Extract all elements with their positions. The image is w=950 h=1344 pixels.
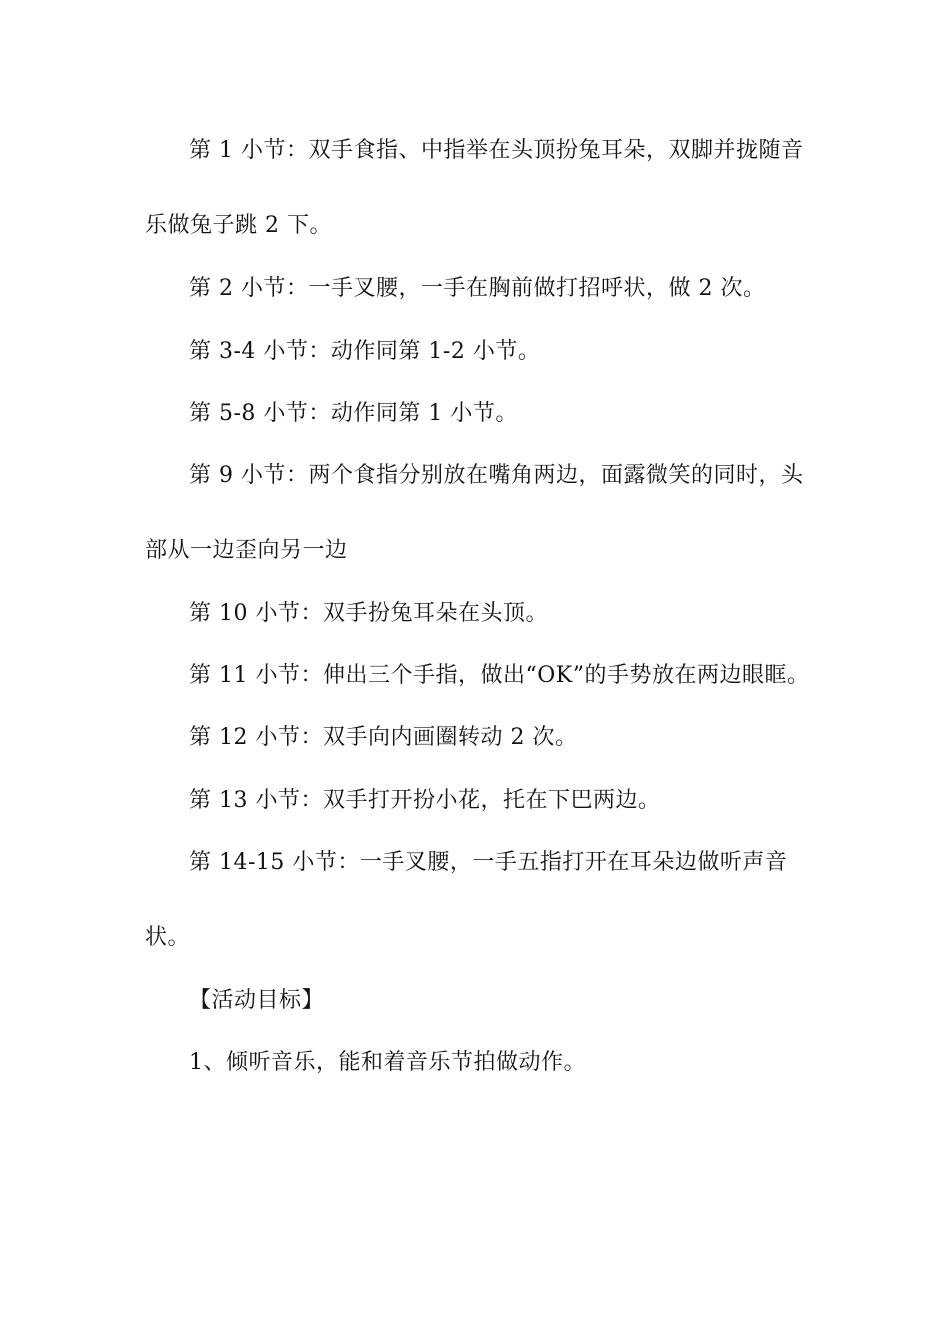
paragraph-line: 第 12 小节：双手向内画圈转动 2 次。 bbox=[189, 725, 578, 750]
paragraph-line: 状。 bbox=[145, 925, 191, 950]
paragraph-line: 第 10 小节：双手扮兔耳朵在头顶。 bbox=[189, 601, 548, 626]
paragraph-line: 第 13 小节：双手打开扮小花，托在下巴两边。 bbox=[189, 788, 661, 813]
paragraph-line: 第 9 小节：两个食指分别放在嘴角两边，面露微笑的同时，头 bbox=[189, 463, 804, 488]
paragraph-line: 第 11 小节：伸出三个手指，做出“OK”的手势放在两边眼眶。 bbox=[189, 663, 810, 688]
paragraph-line: 1、倾听音乐，能和着音乐节拍做动作。 bbox=[189, 1050, 586, 1075]
paragraph-line: 部从一边歪向另一边 bbox=[145, 538, 348, 563]
paragraph-line: 第 3-4 小节：动作同第 1-2 小节。 bbox=[189, 339, 541, 364]
paragraph-line: 第 2 小节：一手叉腰，一手在胸前做打招呼状，做 2 次。 bbox=[189, 276, 766, 301]
paragraph-line: 乐做兔子跳 2 下。 bbox=[145, 213, 332, 238]
paragraph-line: 第 1 小节：双手食指、中指举在头顶扮兔耳朵，双脚并拢随音 bbox=[189, 138, 804, 163]
section-heading: 【活动目标】 bbox=[189, 988, 325, 1013]
paragraph-line: 第 5-8 小节：动作同第 1 小节。 bbox=[189, 401, 518, 426]
paragraph-line: 第 14-15 小节：一手叉腰，一手五指打开在耳朵边做听声音 bbox=[189, 850, 788, 875]
